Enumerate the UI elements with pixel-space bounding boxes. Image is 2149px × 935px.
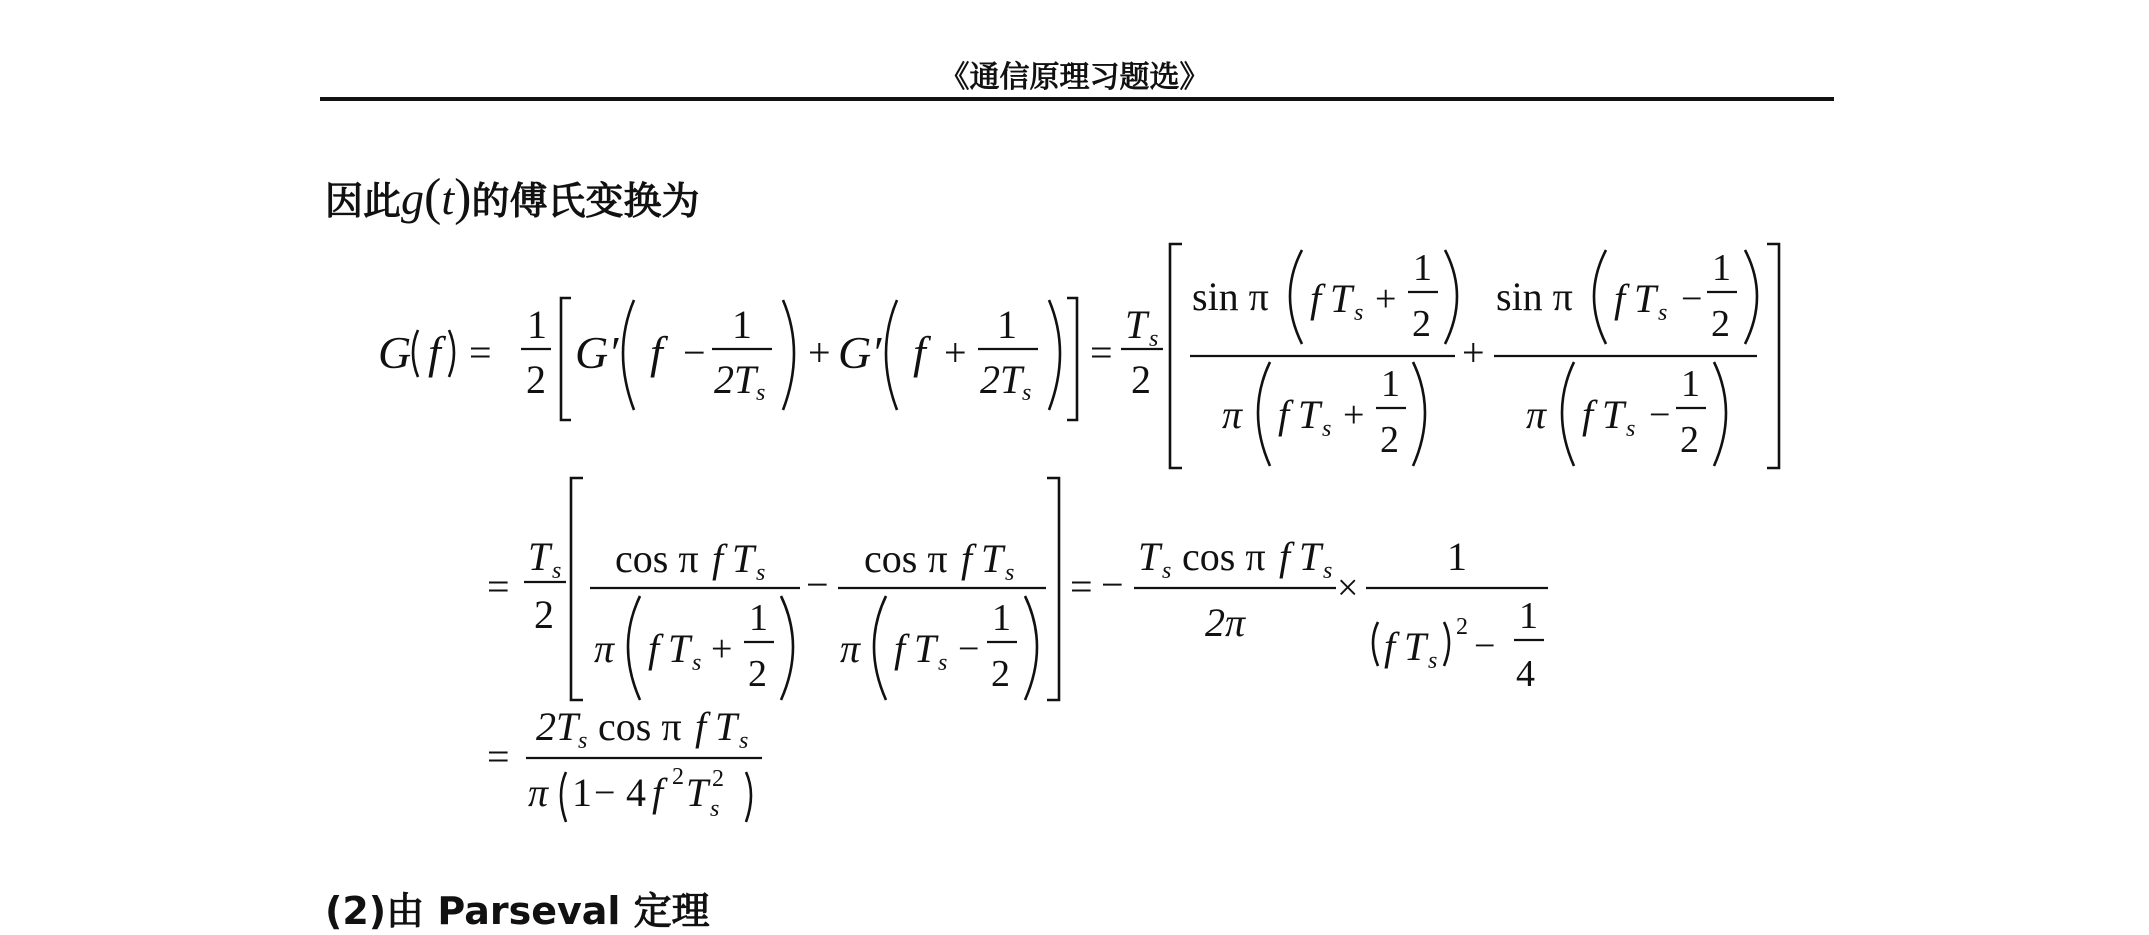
svg-text:s: s	[756, 380, 766, 406]
svg-text:+: +	[1343, 394, 1365, 436]
svg-text:1: 1	[1712, 247, 1731, 289]
svg-text:s: s	[710, 796, 720, 822]
svg-text:T: T	[528, 534, 551, 579]
svg-text:s: s	[1322, 416, 1332, 442]
svg-text:2: 2	[1711, 303, 1730, 345]
svg-text:2: 2	[1680, 419, 1699, 461]
svg-text:cos π: cos π	[598, 704, 682, 749]
svg-text:2: 2	[712, 766, 724, 792]
svg-text:−: −	[806, 562, 829, 607]
svg-text:cos π: cos π	[615, 536, 699, 581]
svg-text:s: s	[1428, 648, 1438, 674]
svg-text:T: T	[1299, 534, 1322, 579]
svg-text:f: f	[695, 704, 707, 749]
svg-text:s: s	[1005, 560, 1015, 586]
svg-text:s: s	[578, 728, 588, 754]
svg-text:cos π: cos π	[1182, 534, 1266, 579]
svg-text:sin π: sin π	[1192, 274, 1269, 319]
svg-text:f: f	[428, 327, 441, 378]
svg-text:T: T	[1634, 276, 1657, 321]
svg-text:π: π	[528, 770, 549, 815]
svg-text:1: 1	[572, 770, 592, 815]
svg-text:s: s	[739, 728, 749, 754]
svg-text:+: +	[808, 330, 831, 375]
svg-text:+: +	[944, 330, 967, 375]
equation-line-3	[487, 704, 762, 822]
svg-text:f: f	[648, 626, 660, 671]
svg-text:T: T	[732, 536, 755, 581]
svg-text:2: 2	[672, 764, 684, 790]
svg-text:f: f	[712, 536, 724, 581]
svg-text:1: 1	[1681, 363, 1700, 405]
equation-line-2	[487, 478, 1548, 700]
svg-text:sin π: sin π	[1496, 274, 1573, 319]
svg-text:2T: 2T	[536, 704, 579, 749]
svg-text:1: 1	[992, 597, 1011, 639]
svg-text:−: −	[594, 772, 616, 814]
svg-text:1: 1	[997, 302, 1017, 347]
svg-text:−: −	[1474, 625, 1496, 667]
section-heading: (2)由 Parseval 定理	[325, 889, 710, 933]
svg-text:s: s	[1162, 558, 1172, 584]
svg-text:2T: 2T	[714, 357, 757, 402]
svg-text:T: T	[715, 704, 738, 749]
svg-text:π: π	[1526, 392, 1547, 437]
intro-prefix: 因此	[325, 179, 402, 223]
intro-var: t	[441, 173, 455, 224]
svg-text:1: 1	[1413, 247, 1432, 289]
svg-text:×: ×	[1337, 567, 1359, 609]
svg-text:4: 4	[626, 770, 646, 815]
svg-text:T: T	[1125, 302, 1148, 347]
svg-text:G′: G′	[575, 327, 619, 378]
svg-text:1: 1	[749, 597, 768, 639]
svg-text:s: s	[938, 650, 948, 676]
svg-text:π: π	[840, 626, 861, 671]
svg-text:2: 2	[1456, 614, 1468, 640]
svg-text:s: s	[1149, 326, 1159, 352]
svg-text:s: s	[756, 560, 766, 586]
svg-text:f: f	[894, 626, 906, 671]
page-header-title: 《通信原理习题选》	[939, 60, 1210, 95]
svg-text:G′: G′	[838, 327, 882, 378]
svg-text:T: T	[914, 626, 937, 671]
svg-text:1: 1	[1447, 534, 1467, 579]
svg-text:=: =	[487, 734, 510, 779]
svg-text:+: +	[711, 628, 733, 670]
svg-text:1: 1	[527, 302, 547, 347]
svg-text:4: 4	[1516, 653, 1535, 695]
svg-text:s: s	[552, 558, 562, 584]
svg-text:π: π	[1222, 392, 1243, 437]
equation-line-1	[378, 244, 1779, 468]
svg-text:2π: 2π	[1205, 600, 1246, 645]
svg-text:f: f	[1310, 276, 1322, 321]
svg-text:−: −	[683, 330, 706, 375]
svg-text:=: =	[1070, 564, 1093, 609]
svg-text:f: f	[913, 327, 926, 378]
svg-text:+: +	[1462, 330, 1485, 375]
svg-text:T: T	[668, 626, 691, 671]
svg-text:s: s	[1658, 300, 1668, 326]
intro-func: g	[401, 173, 425, 224]
svg-text:T: T	[1138, 534, 1161, 579]
svg-text:2: 2	[534, 592, 554, 637]
svg-text:2T: 2T	[980, 357, 1023, 402]
svg-text:s: s	[1022, 380, 1032, 406]
svg-text:f: f	[961, 536, 973, 581]
svg-text:=: =	[469, 330, 492, 375]
svg-text:π: π	[594, 626, 615, 671]
svg-text:s: s	[692, 650, 702, 676]
svg-text:G: G	[378, 327, 412, 378]
svg-text:T: T	[1404, 624, 1427, 669]
svg-text:−: −	[1101, 562, 1124, 607]
intro-suffix: 的傅氏变换为	[471, 179, 700, 223]
svg-text:f: f	[1614, 276, 1626, 321]
svg-text:f: f	[1582, 392, 1594, 437]
svg-text:T: T	[1330, 276, 1353, 321]
intro-line: 因此g(t)的傅氏变换为	[325, 169, 700, 226]
svg-text:T: T	[686, 770, 709, 815]
svg-text:−: −	[958, 628, 980, 670]
svg-text:2: 2	[1380, 419, 1399, 461]
svg-text:=: =	[1090, 330, 1113, 375]
svg-text:s: s	[1354, 300, 1364, 326]
svg-text:f: f	[1279, 534, 1291, 579]
svg-text:−: −	[1649, 394, 1671, 436]
svg-text:T: T	[1602, 392, 1625, 437]
svg-text:T: T	[1298, 392, 1321, 437]
svg-text:f: f	[652, 770, 664, 815]
svg-text:=: =	[487, 564, 510, 609]
svg-text:2: 2	[1131, 357, 1151, 402]
svg-text:f: f	[650, 327, 663, 378]
svg-text:s: s	[1323, 558, 1333, 584]
svg-text:1: 1	[732, 302, 752, 347]
svg-text:cos π: cos π	[864, 536, 948, 581]
svg-text:1: 1	[1519, 595, 1538, 637]
svg-text:+: +	[1375, 278, 1397, 320]
svg-text:f: f	[1384, 624, 1396, 669]
svg-text:2: 2	[526, 357, 546, 402]
svg-text:−: −	[1681, 278, 1703, 320]
svg-text:2: 2	[1412, 303, 1431, 345]
svg-text:f: f	[1278, 392, 1290, 437]
svg-text:s: s	[1626, 416, 1636, 442]
svg-text:1: 1	[1381, 363, 1400, 405]
svg-text:2: 2	[748, 653, 767, 695]
svg-text:2: 2	[991, 653, 1010, 695]
svg-text:T: T	[981, 536, 1004, 581]
